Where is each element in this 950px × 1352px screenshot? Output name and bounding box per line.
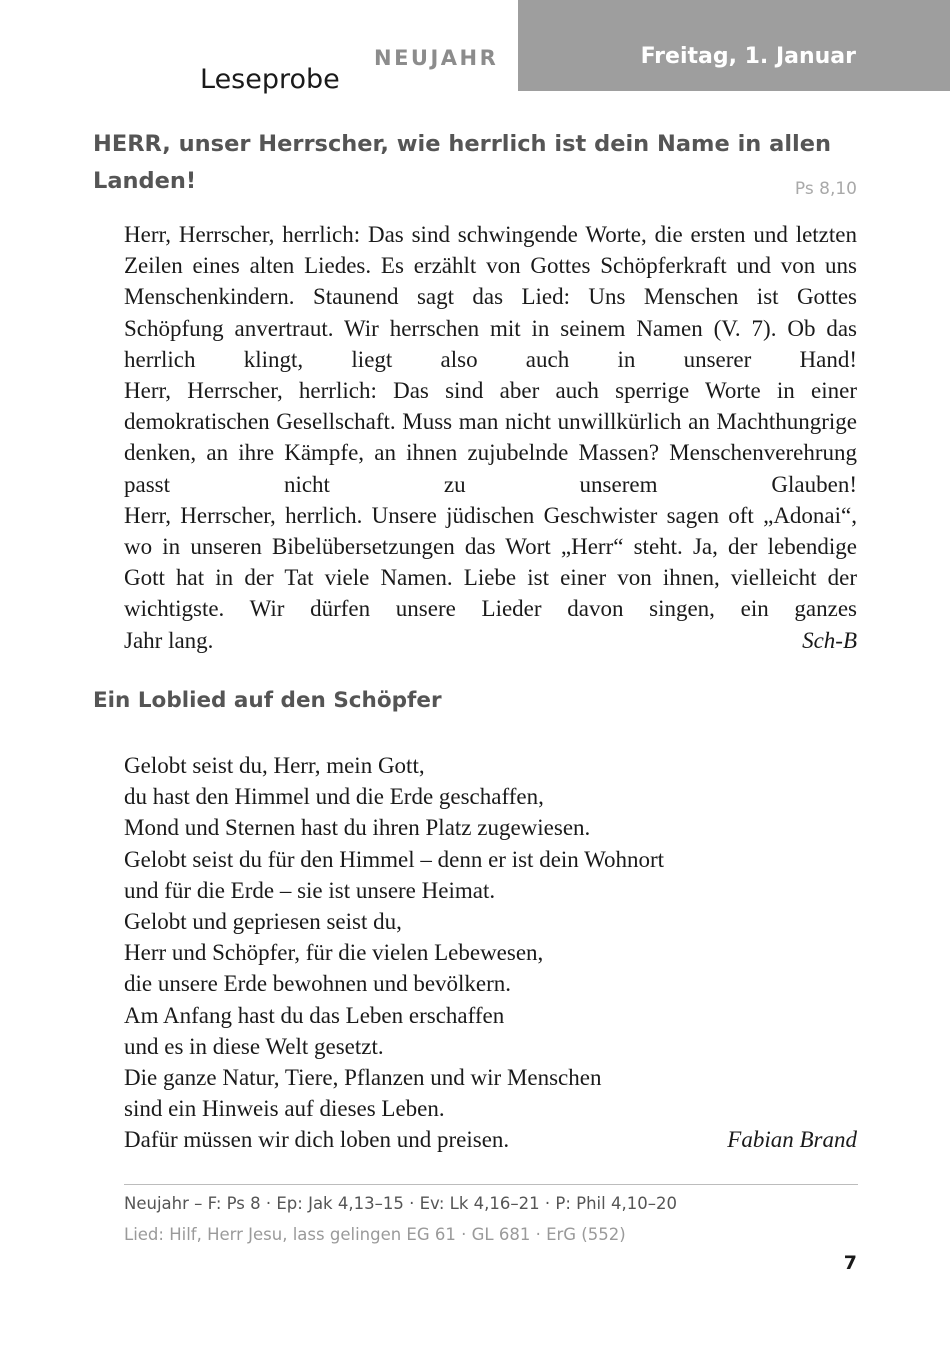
poem-line: Am Anfang hast du das Leben erschaffen [124,1002,505,1028]
devotion-closing-line [124,625,857,656]
devotion-paragraph-2: Herr, Herrscher, herrlich: Das sind aber auch sperrige Worte in einer demokratischen Gesellschaft. Muss man nicht unwillkürlich an Machthungrige denken, an ihre Kämpfe, an ihnen zujubelnde Massen? Menschenverehrung passt nicht zu unserem Glauben! [124,378,857,497]
page-number: 7 [843,1252,857,1274]
poem-line: und für die Erde – sie ist unsere Heimat. [124,877,496,903]
date-header: Freitag, 1. Januar [640,44,856,69]
poem-line: Gelobt und gepriesen seist du, [124,909,402,935]
footer-song: Lied: Hilf, Herr Jesu, lass gelingen EG 61 · GL 681 · ErG (552) [124,1225,626,1244]
prayer-title: Ein Loblied auf den Schöpfer [93,688,442,713]
devotion-text [124,219,857,656]
devotion-paragraph-3-end: Jahr lang. [124,627,214,653]
poem-line: Mond und Sternen hast du ihren Platz zugewiesen. [124,815,591,841]
prayer-poem [124,750,857,1156]
section-label: NEUJAHR [374,46,499,70]
footer-readings: Neujahr – F: Ps 8 · Ep: Jak 4,13–15 · Ev: Lk 4,16–21 · P: Phil 4,10–20 [124,1194,677,1213]
verse-line-2: Landen! [93,168,197,194]
verse-reference: Ps 8,10 [794,179,857,199]
watermark-leseprobe: Leseprobe [200,64,340,95]
poem-line: Die ganze Natur, Tiere, Pflanzen und wir Menschen [124,1065,602,1091]
poem-line: die unsere Erde bewohnen und bevölkern. [124,971,512,997]
poem-author: Fabian Brand [727,1127,857,1153]
devotion-signature: Sch-B [802,627,857,653]
poem-line: Gelobt seist du, Herr, mein Gott, [124,753,425,778]
footer-divider [124,1184,858,1185]
date-header-box [518,0,950,91]
poem-line: sind ein Hinweis auf dieses Leben. [124,1096,445,1122]
poem-line: Herr und Schöpfer, für die vielen Lebewesen, [124,940,544,966]
poem-line: du hast den Himmel und die Erde geschaffen, [124,784,544,810]
poem-line: Gelobt seist du für den Himmel – denn er ist dein Wohnort [124,846,665,872]
devotion-paragraph-3: Herr, Herrscher, herrlich. Unsere jüdischen Geschwister sagen oft „Adonai“, wo in unseren Bibelübersetzungen das Wort „Herr“ steht. Ja, der lebendige Gott hat in der Tat viele Namen. Liebe ist einer von ihnen, vielleicht der wichtigste. Wir dürfen unsere Lieder davon singen, ein ganzes [124,502,857,622]
poem-line: Dafür müssen wir dich loben und preisen. [124,1127,510,1153]
poem-line: und es in diese Welt gesetzt. [124,1033,384,1059]
devotion-paragraph-1: Herr, Herrscher, herrlich: Das sind schwingende Worte, die ersten und letzten Zeilen eines alten Liedes. Es erzählt von Gottes Schöpferkraft und von uns Menschenkindern. Staunend sagt das Lied: Uns Menschen ist Gottes Schöpfung anvertraut. Wir herrschen mit in seinem Namen (V. 7). Ob das herrlich klingt, liegt also auch in unserer Hand! [124,222,857,372]
bible-verse [93,126,857,200]
verse-line-1: HERR, unser Herrscher, wie herrlich ist dein Name in allen [93,131,832,157]
poem-closing-line [124,1124,857,1155]
